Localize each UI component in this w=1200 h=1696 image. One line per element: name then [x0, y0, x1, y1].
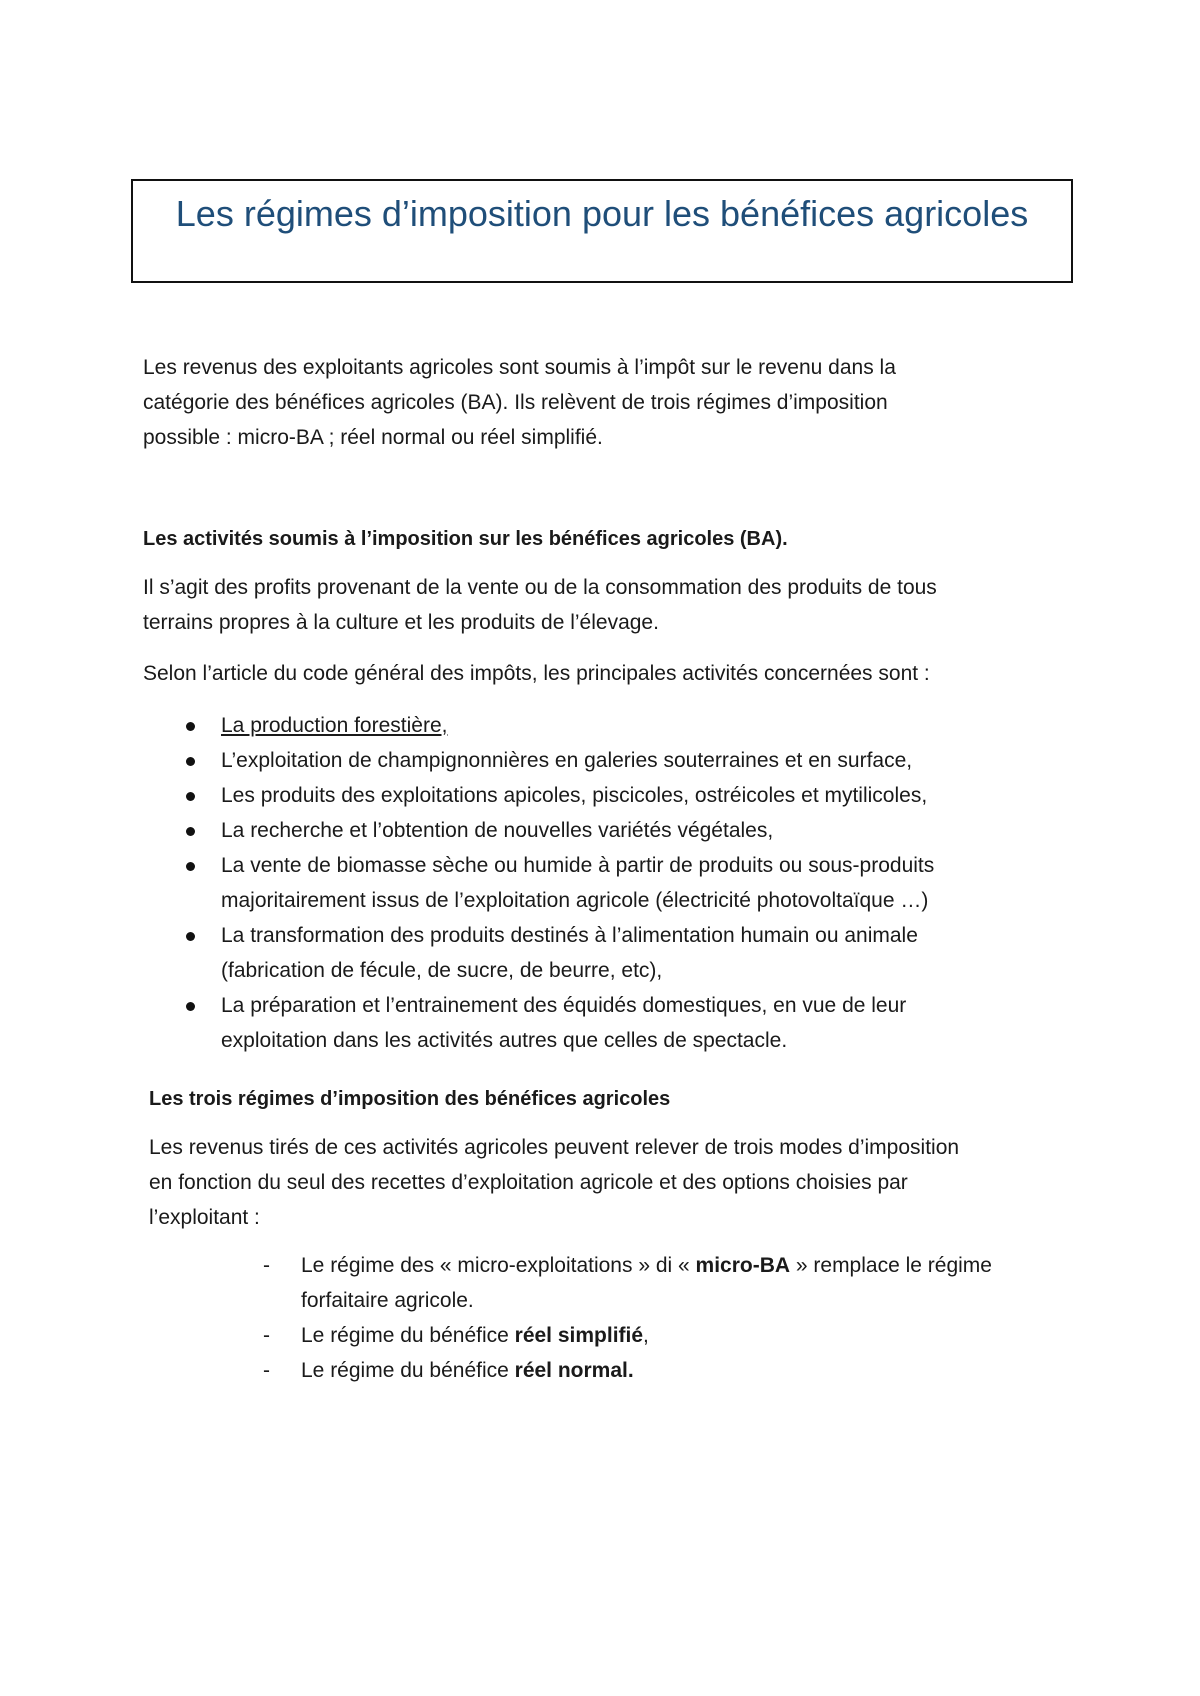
list-item — [186, 918, 1066, 988]
paragraph-line: en fonction du seul des recettes d’exploitation agricole et des options choisies par — [149, 1171, 908, 1194]
list-item — [186, 988, 1066, 1058]
bullet-icon — [186, 862, 195, 871]
list-item-bold: réel normal. — [514, 1359, 634, 1382]
title-box — [131, 179, 1073, 283]
dash-icon: - — [263, 1324, 270, 1347]
list-item-text: (fabrication de fécule, de sucre, de beurre, etc), — [221, 959, 663, 982]
bullet-icon — [186, 827, 195, 836]
intro-line: possible : micro-BA ; réel normal ou réel simplifié. — [143, 426, 603, 449]
list-item-text: forfaitaire agricole. — [301, 1289, 474, 1312]
paragraph-line: Les revenus tirés de ces activités agricoles peuvent relever de trois modes d’imposition — [149, 1136, 960, 1159]
section-heading-regimes: Les trois régimes d’imposition des bénéfices agricoles — [149, 1088, 671, 1110]
section2-paragraph — [149, 1130, 1089, 1235]
section-heading-activites: Les activités soumis à l’imposition sur les bénéfices agricoles (BA). — [143, 528, 788, 550]
list-item-text: Les produits des exploitations apicoles, piscicoles, ostréicoles et mytilicoles, — [221, 784, 928, 807]
list-item-text: Le régime du bénéfice — [301, 1324, 515, 1347]
list-item-text: , — [643, 1324, 649, 1347]
paragraph-line: terrains propres à la culture et les produits de l’élevage. — [143, 611, 659, 634]
intro-line: catégorie des bénéfices agricoles (BA). Ils relèvent de trois régimes d’imposition — [143, 391, 888, 414]
list-item — [263, 1318, 1083, 1353]
paragraph-line: l’exploitant : — [149, 1206, 260, 1229]
bullet-icon — [186, 722, 195, 731]
list-item-bold: micro-BA — [695, 1254, 791, 1277]
list-item-text: Le régime du bénéfice — [301, 1359, 515, 1382]
list-item — [186, 743, 1066, 778]
list-item-text: La vente de biomasse sèche ou humide à partir de produits ou sous-produits — [221, 854, 935, 877]
list-item — [186, 848, 1066, 918]
list-item — [263, 1248, 1083, 1318]
list-item-text: La transformation des produits destinés à l’alimentation humain ou animale — [221, 924, 918, 947]
list-item-text: Le régime des « micro-exploitations » di « — [301, 1254, 696, 1277]
page-title: Les régimes d’imposition pour les bénéfices agricoles — [175, 193, 1029, 234]
list-item — [186, 708, 1066, 743]
bullet-icon — [186, 757, 195, 766]
list-item-text: L’exploitation de champignonnières en galeries souterraines et en surface, — [221, 749, 913, 772]
dash-icon: - — [263, 1359, 270, 1382]
list-item-text: majoritairement issus de l’exploitation agricole (électricité photovoltaïque …) — [221, 889, 929, 912]
regimes-list — [263, 1248, 1083, 1388]
list-item-text: La recherche et l’obtention de nouvelles variétés végétales, — [221, 819, 774, 842]
bullet-icon — [186, 932, 195, 941]
bullet-icon — [186, 1002, 195, 1011]
list-item-text: La production forestière, — [221, 714, 448, 737]
list-item-text: La préparation et l’entrainement des équidés domestiques, en vue de leur — [221, 994, 907, 1017]
list-item — [186, 778, 1066, 813]
intro-line: Les revenus des exploitants agricoles sont soumis à l’impôt sur le revenu dans la — [143, 356, 896, 379]
intro-paragraph — [143, 350, 1083, 455]
bullet-icon — [186, 792, 195, 801]
list-item-text: » remplace le régime — [790, 1254, 992, 1277]
section1-intro-list: Selon l’article du code général des impôts, les principales activités concernées sont : — [143, 662, 930, 685]
section1-paragraph — [143, 570, 1083, 640]
list-item-bold: réel simplifié — [514, 1324, 644, 1347]
list-item — [186, 813, 1066, 848]
dash-icon: - — [263, 1254, 270, 1277]
list-item-text: exploitation dans les activités autres que celles de spectacle. — [221, 1029, 788, 1052]
paragraph-line: Il s’agit des profits provenant de la vente ou de la consommation des produits de tous — [143, 576, 937, 599]
activities-list — [186, 708, 1066, 1058]
list-item — [263, 1353, 1083, 1388]
